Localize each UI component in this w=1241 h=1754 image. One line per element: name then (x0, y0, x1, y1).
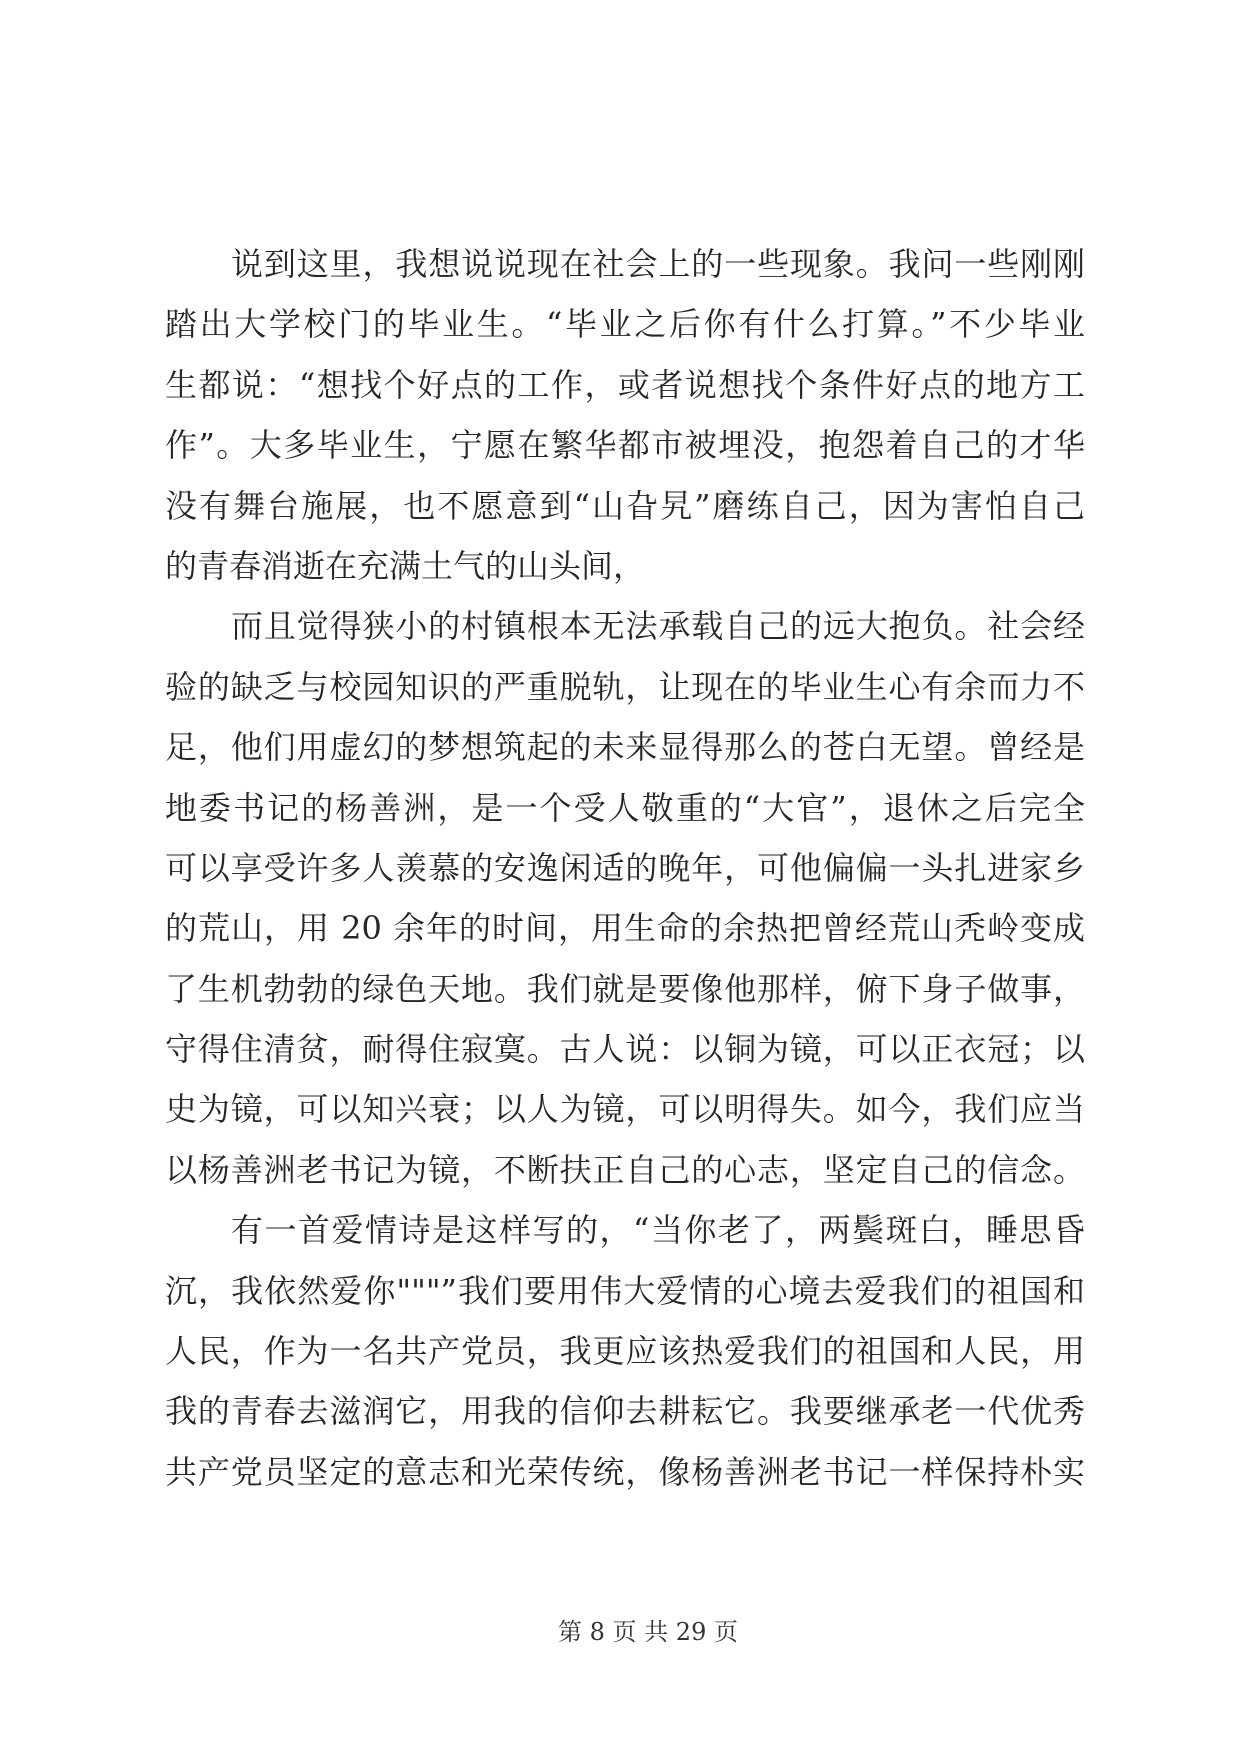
text-line: 我的青春去滋润它，用我的信仰去耕耘它。我要继承老一代优秀 (165, 1392, 1085, 1431)
text-line: 守得住清贫，耐得住寂寞。古人说：以铜为镜，可以正衣冠；以 (165, 1030, 1085, 1069)
text-line: 而且觉得狭小的村镇根本无法承载自己的远大抱负。社会经 (231, 607, 1085, 646)
text-line: 生都说：“想找个好点的工作，或者说想找个条件好点的地方工 (165, 365, 1085, 404)
text-line: 沉，我依然爱你"""”我们要用伟大爱情的心境去爱我们的祖国和 (165, 1271, 1085, 1310)
text-line: 可以享受许多人羡慕的安逸闲适的晚年，可他偏偏一头扎进家乡 (165, 848, 1085, 887)
text-line: 作”。大多毕业生，宁愿在繁华都市被埋没，抱怨着自己的才华 (165, 426, 1085, 465)
text-line: 以杨善洲老书记为镜，不断扶正自己的心志，坚定自己的信念。 (165, 1150, 1085, 1189)
paragraph-3 (165, 1200, 1085, 1502)
text-line: 的青春消逝在充满土气的山头间， (165, 546, 646, 585)
text-line: 人民，作为一名共产党员，我更应该热爱我们的祖国和人民，用 (165, 1332, 1085, 1371)
text-line: 史为镜，可以知兴衰；以人为镜，可以明得失。如今，我们应当 (165, 1090, 1085, 1129)
body-text (165, 234, 1085, 1502)
text-line: 共产党员坚定的意志和光荣传统，像杨善洲老书记一样保持朴实 (165, 1452, 1085, 1491)
text-line: 验的缺乏与校园知识的严重脱轨，让现在的毕业生心有余而力不 (165, 667, 1085, 706)
text-line: 没有舞台施展，也不愿意到“山旮旯”磨练自己，因为害怕自己 (165, 486, 1085, 525)
paragraph-2 (165, 596, 1085, 1200)
page-number: 第 8 页 共 29 页 (558, 1618, 738, 1646)
text-line: 说到这里，我想说说现在社会上的一些现象。我问一些刚刚 (231, 245, 1085, 283)
text-line: 踏出大学校门的毕业生。“毕业之后你有什么打算。”不少毕业 (165, 305, 1085, 344)
paragraph-1 (165, 234, 1085, 596)
text-line: 了生机勃勃的绿色天地。我们就是要像他那样，俯下身子做事， (165, 969, 1085, 1008)
text-line: 有一首爱情诗是这样写的，“当你老了，两鬓斑白，睡思昏 (231, 1211, 1085, 1250)
text-line: 地委书记的杨善洲，是一个受人敬重的“大官”，退休之后完全 (165, 788, 1085, 827)
text-line: 的荒山，用 20 余年的时间，用生命的余热把曾经荒山秃岭变成 (165, 909, 1085, 948)
text-line: 足，他们用虚幻的梦想筑起的未来显得那么的苍白无望。曾经是 (165, 728, 1085, 767)
